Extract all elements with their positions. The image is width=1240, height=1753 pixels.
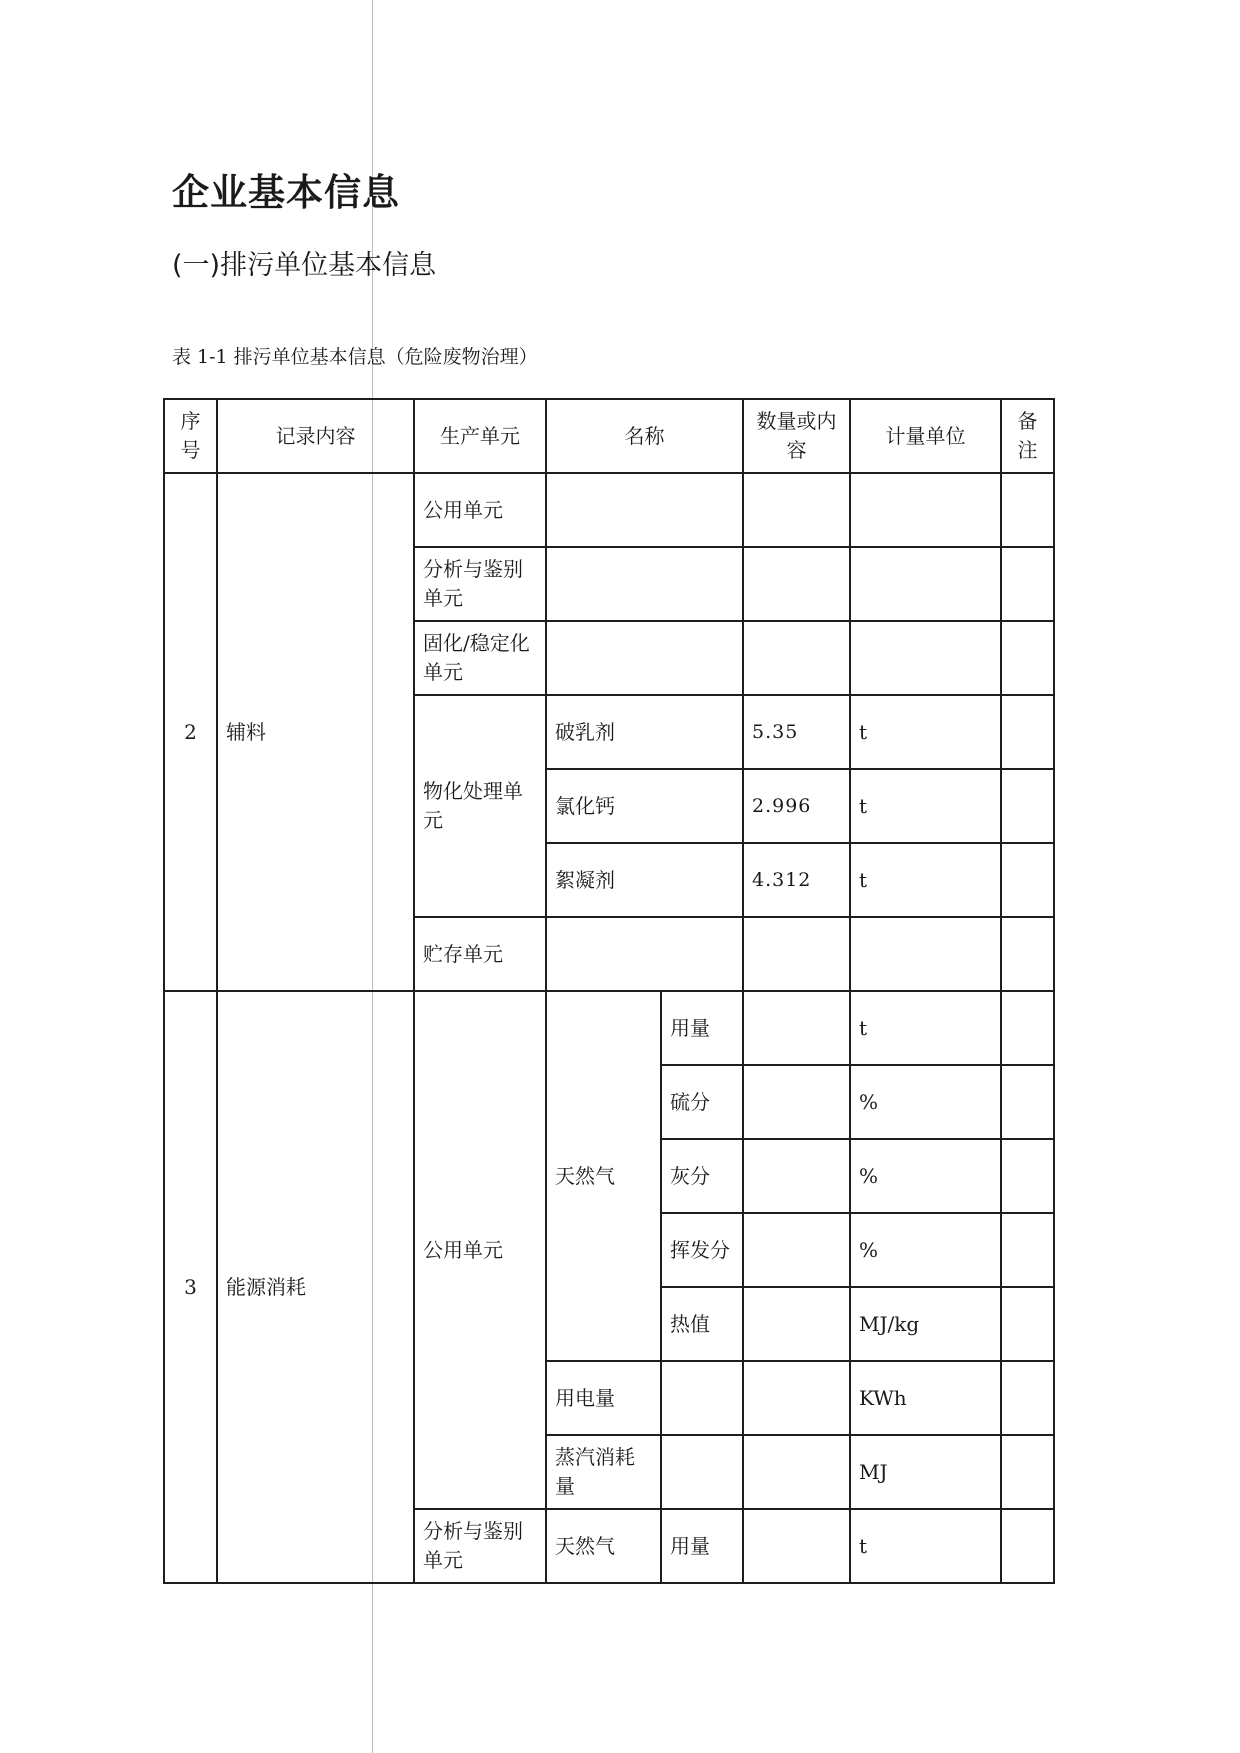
- measure-cell: %: [850, 1213, 1001, 1287]
- note-cell: [1001, 547, 1054, 621]
- note-cell: [1001, 1139, 1054, 1213]
- unit-cell: 分析与鉴别单元: [414, 1509, 546, 1583]
- note-cell: [1001, 621, 1054, 695]
- info-table: [163, 398, 1055, 1584]
- sub-name-cell: 用量: [661, 1509, 743, 1583]
- sub-name-cell: 用量: [661, 991, 743, 1065]
- note-cell: [1001, 1287, 1054, 1361]
- note-cell: [1001, 473, 1054, 547]
- header-note: 备注: [1001, 399, 1054, 473]
- note-cell: [1001, 1361, 1054, 1435]
- amount-cell: [743, 1435, 850, 1509]
- measure-cell: t: [850, 769, 1001, 843]
- amount-cell: [743, 547, 850, 621]
- unit-cell: 贮存单元: [414, 917, 546, 991]
- unit-cell: 公用单元: [414, 473, 546, 547]
- table-row: [164, 991, 1054, 1065]
- table-row: [164, 473, 1054, 547]
- amount-cell: [743, 1361, 850, 1435]
- measure-cell: [850, 473, 1001, 547]
- header-amount: 数量或内容: [743, 399, 850, 473]
- name-cell: [546, 621, 743, 695]
- note-cell: [1001, 917, 1054, 991]
- group2-seq: 2: [164, 473, 217, 991]
- amount-cell: [743, 1509, 850, 1583]
- name-cell: 絮凝剂: [546, 843, 743, 917]
- unit-cell: 固化/稳定化单元: [414, 621, 546, 695]
- unit-cell: 物化处理单元: [414, 695, 546, 917]
- amount-cell: [743, 621, 850, 695]
- measure-cell: [850, 547, 1001, 621]
- measure-cell: %: [850, 1065, 1001, 1139]
- sub-name-cell: 灰分: [661, 1139, 743, 1213]
- note-cell: [1001, 1213, 1054, 1287]
- header-record: 记录内容: [217, 399, 414, 473]
- sub-name-cell: 挥发分: [661, 1213, 743, 1287]
- group3-record: 能源消耗: [217, 991, 414, 1583]
- name-cell: 天然气: [546, 1509, 661, 1583]
- name-cell: [546, 473, 743, 547]
- measure-cell: [850, 917, 1001, 991]
- note-cell: [1001, 843, 1054, 917]
- header-measure: 计量单位: [850, 399, 1001, 473]
- amount-cell: 5.35: [743, 695, 850, 769]
- amount-cell: 4.312: [743, 843, 850, 917]
- amount-cell: 2.996: [743, 769, 850, 843]
- page-heading: 企业基本信息: [172, 171, 400, 214]
- measure-cell: KWh: [850, 1361, 1001, 1435]
- name-cell: 蒸汽消耗量: [546, 1435, 661, 1509]
- name-cell: [546, 547, 743, 621]
- measure-cell: [850, 621, 1001, 695]
- section-heading: (一)排污单位基本信息: [172, 250, 437, 281]
- header-unit: 生产单元: [414, 399, 546, 473]
- amount-cell: [743, 917, 850, 991]
- group2-record: 辅料: [217, 473, 414, 991]
- header-seq: 序号: [164, 399, 217, 473]
- note-cell: [1001, 695, 1054, 769]
- amount-cell: [743, 473, 850, 547]
- header-name: 名称: [546, 399, 743, 473]
- measure-cell: %: [850, 1139, 1001, 1213]
- name-cell: 破乳剂: [546, 695, 743, 769]
- amount-cell: [743, 1139, 850, 1213]
- sub-name-cell: [661, 1361, 743, 1435]
- table-caption: 表 1-1 排污单位基本信息（危险废物治理）: [172, 346, 538, 368]
- measure-cell: MJ/kg: [850, 1287, 1001, 1361]
- note-cell: [1001, 991, 1054, 1065]
- note-cell: [1001, 1435, 1054, 1509]
- amount-cell: [743, 991, 850, 1065]
- measure-cell: t: [850, 1509, 1001, 1583]
- gas-name-cell: 天然气: [546, 991, 661, 1361]
- name-cell: 氯化钙: [546, 769, 743, 843]
- unit-cell: 分析与鉴别单元: [414, 547, 546, 621]
- unit-cell: 公用单元: [414, 991, 546, 1509]
- name-cell: [546, 917, 743, 991]
- table-header-row: [164, 399, 1054, 473]
- sub-name-cell: 硫分: [661, 1065, 743, 1139]
- group3-seq: 3: [164, 991, 217, 1583]
- sub-name-cell: [661, 1435, 743, 1509]
- amount-cell: [743, 1213, 850, 1287]
- note-cell: [1001, 1509, 1054, 1583]
- name-cell: 用电量: [546, 1361, 661, 1435]
- note-cell: [1001, 769, 1054, 843]
- measure-cell: t: [850, 695, 1001, 769]
- measure-cell: t: [850, 991, 1001, 1065]
- amount-cell: [743, 1287, 850, 1361]
- measure-cell: t: [850, 843, 1001, 917]
- amount-cell: [743, 1065, 850, 1139]
- measure-cell: MJ: [850, 1435, 1001, 1509]
- sub-name-cell: 热值: [661, 1287, 743, 1361]
- note-cell: [1001, 1065, 1054, 1139]
